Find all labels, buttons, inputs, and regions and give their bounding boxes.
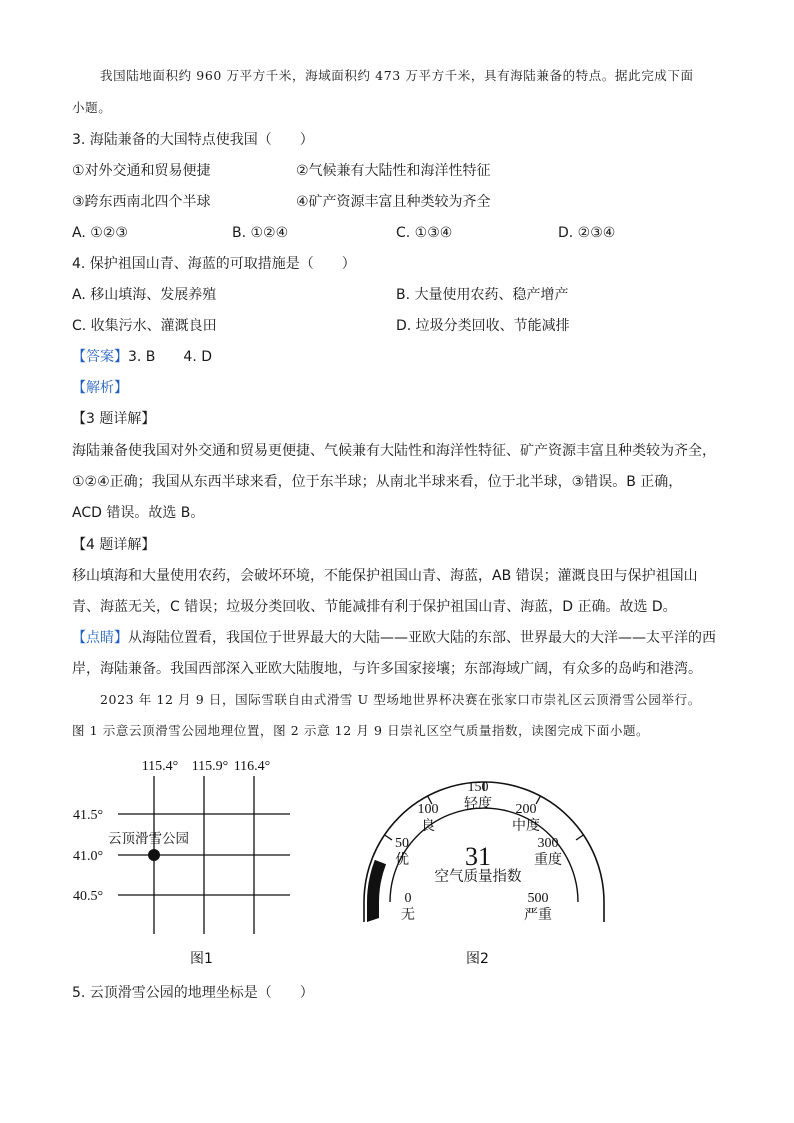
figure-1-grid	[73, 759, 290, 967]
question-3-stem: 3. 海陆兼备的大国特点使我国（ ）	[72, 132, 314, 148]
figure-1-caption: 图1	[190, 951, 213, 967]
tick-value-0: 0	[404, 891, 412, 906]
q3-option-d: D. ②③④	[558, 225, 616, 241]
detail-3-line-1: 海陆兼备使我国对外交通和贸易更便捷、气候兼有大陆性和海洋性特征、矿产资源丰富且种类较为齐全，	[72, 443, 716, 459]
tick-value-50: 50	[395, 836, 409, 851]
tick-grade-200: 中度	[512, 818, 540, 834]
question-4-stem: 4. 保护祖国山青、海蓝的可取措施是（ ）	[72, 256, 356, 272]
q3-option-c: C. ①③④	[396, 225, 453, 241]
intro-paragraph-line-2: 小题。	[72, 100, 112, 115]
q3-statement-1: ①对外交通和贸易便捷	[72, 163, 211, 179]
gauge-tick-mark	[385, 835, 392, 840]
aqi-center-label: 空气质量指数	[434, 869, 522, 885]
tick-value-150: 150	[467, 780, 489, 795]
latitude-label: 41.5°	[73, 808, 104, 823]
tick-value-300: 300	[537, 836, 559, 851]
q4-option-d: D. 垃圾分类回收、节能减排	[396, 318, 570, 334]
tick-grade-100: 良	[421, 818, 435, 834]
intro2-line-1: 2023 年 12 月 9 日，国际雪联自由式滑雪 U 型场地世界杯决赛在张家口市崇礼区云顶滑雪公园举行。	[100, 692, 701, 707]
tick-value-200: 200	[515, 802, 537, 817]
tick-value-500: 500	[527, 891, 549, 906]
tick-grade-0: 无	[401, 907, 415, 923]
detail-4-line-1: 移山填海和大量使用农药，会破坏环境，不能保护祖国山青、海蓝，AB 错误；灌溉良田与保护祖国山	[72, 568, 698, 584]
ski-park-location-marker	[148, 849, 160, 861]
intro2-line-2: 图 1 示意云顶滑雪公园地理位置，图 2 示意 12 月 9 日崇礼区空气质量指数，读图完成下面小题。	[72, 723, 650, 738]
q3-option-a: A. ①②③	[72, 225, 128, 241]
gauge-tick-mark	[576, 835, 583, 840]
q3-statement-3: ③跨东西南北四个半球	[72, 194, 211, 210]
q4-option-c: C. 收集污水、灌溉良田	[72, 318, 217, 334]
detail-3-line-3: ACD 错误。故选 B。	[72, 505, 205, 521]
gauge-value-fill	[367, 860, 386, 922]
tip-label: 【点睛】	[72, 630, 128, 646]
latitude-label: 41.0°	[73, 849, 104, 864]
intro-paragraph-line-1: 我国陆地面积约 960 万平方千米，海域面积约 473 万平方千米，具有海陆兼备的特点。据此完成下面	[100, 68, 694, 83]
detail-3-line-2: ①②④正确；我国从东西半球来看，位于东半球；从南北半球来看，位于北半球，③错误。B 正确，	[72, 474, 683, 490]
q3-option-b: B. ①②④	[232, 225, 289, 241]
longitude-label: 116.4°	[233, 759, 271, 774]
q4-option-a: A. 移山填海、发展养殖	[72, 287, 217, 303]
tick-grade-500: 严重	[524, 907, 552, 923]
question-5-stem: 5. 云顶滑雪公园的地理坐标是（ ）	[72, 985, 314, 1001]
ski-park-label: 云顶滑雪公园	[108, 831, 189, 847]
figure-2-gauge	[364, 780, 604, 967]
tick-grade-300: 重度	[534, 852, 562, 868]
q3-statement-2: ②气候兼有大陆性和海洋性特征	[296, 163, 491, 179]
latitude-label: 40.5°	[73, 889, 104, 904]
q4-option-b: B. 大量使用农药、稳产增产	[396, 287, 569, 303]
longitude-label: 115.9°	[191, 759, 229, 774]
tip-text-1: 从海陆位置看，我国位于世界最大的大陆——亚欧大陆的东部、世界最大的大洋——太平洋的西	[128, 630, 716, 646]
tip-line-2: 岸，海陆兼备。我国西部深入亚欧大陆腹地，与许多国家接壤；东部海域广阔，有众多的岛屿和港湾。	[72, 661, 702, 677]
answer-text: 3. B 4. D	[128, 349, 212, 365]
longitude-label: 115.4°	[141, 759, 179, 774]
tick-grade-150: 轻度	[464, 796, 492, 812]
gauge-tick-mark	[536, 796, 540, 804]
q3-statement-4: ④矿产资源丰富且种类较为齐全	[296, 194, 491, 210]
figure-2-caption: 图2	[466, 951, 489, 967]
answer-label: 【答案】	[72, 349, 128, 365]
aqi-value: 31	[465, 842, 491, 871]
analysis-label: 【解析】	[72, 380, 128, 396]
detail-4-line-2: 青、海蓝无关，C 错误；垃圾分类回收、节能减排有利于保护祖国山青、海蓝，D 正确。故选 D。	[72, 599, 677, 615]
detail-4-title: 【4 题详解】	[72, 537, 156, 553]
tick-grade-50: 优	[395, 852, 409, 868]
detail-3-title: 【3 题详解】	[72, 411, 156, 427]
tick-value-100: 100	[417, 802, 439, 817]
